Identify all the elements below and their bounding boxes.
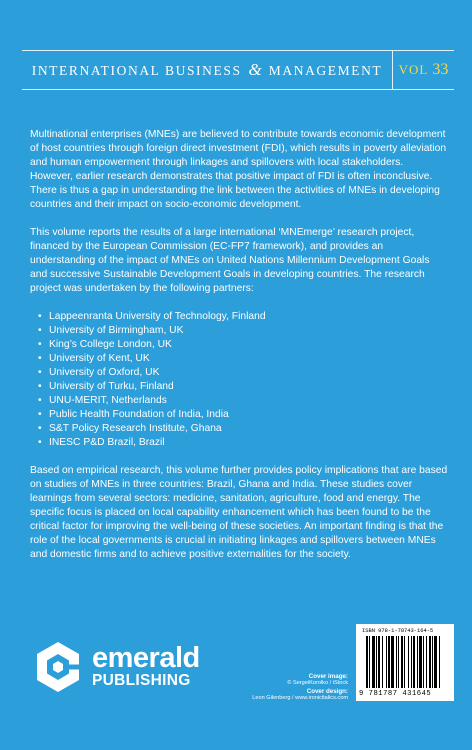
series-title-part1: INTERNATIONAL BUSINESS — [31, 63, 242, 78]
partner-name: University of Oxford, UK — [49, 367, 160, 378]
list-item — [38, 422, 448, 436]
barcode-bar — [432, 636, 433, 688]
bullet: • — [38, 325, 42, 336]
barcode-bar — [376, 636, 377, 688]
series-title-ampersand: & — [248, 60, 262, 79]
partner-name: University of Turku, Finland — [49, 381, 174, 392]
bullet: • — [38, 409, 42, 420]
barcode-bar — [426, 636, 427, 688]
series-title-part2: MANAGEMENT — [268, 63, 383, 78]
isbn-barcode — [356, 624, 454, 701]
barcode-bar — [386, 636, 387, 688]
barcode-bar — [408, 636, 409, 688]
barcode-bar — [372, 636, 375, 688]
barcode-bar — [413, 636, 415, 688]
series-title-box — [22, 50, 454, 90]
publisher-name: emerald — [92, 642, 200, 674]
cover-credits — [198, 673, 348, 702]
bullet: • — [38, 339, 42, 350]
barcode-bar — [417, 636, 418, 688]
bullet: • — [38, 353, 42, 364]
partner-name: Lappeenranta University of Technology, Finland — [49, 311, 266, 322]
barcode-bar — [388, 636, 390, 688]
publisher-wordmark — [92, 644, 200, 690]
isbn-number: ISBN 978-1-78743-164-5 — [362, 628, 434, 634]
bullet: • — [38, 437, 42, 448]
volume-label: VOL — [398, 62, 429, 77]
barcode-bar — [378, 636, 380, 688]
bullet: • — [38, 395, 42, 406]
barcode-bars — [366, 636, 446, 688]
barcode-digits: 9 781787 431645 — [359, 690, 432, 698]
blurb — [30, 128, 448, 576]
barcode-bar — [423, 636, 424, 688]
cover-footer — [0, 605, 472, 750]
barcode-bar — [369, 636, 370, 688]
barcode-bar — [382, 636, 383, 688]
cover-design-credit: Leon Gilenberg / www.ironicitalics.com — [252, 694, 348, 701]
cover-image-credit: © SergeiKorolko / iStock — [287, 680, 348, 687]
barcode-bar — [398, 636, 399, 688]
series-title — [22, 60, 392, 80]
list-item — [38, 394, 448, 408]
partner-list — [38, 310, 448, 450]
list-item — [38, 338, 448, 352]
barcode-bar — [419, 636, 422, 688]
barcode-bar — [404, 636, 405, 688]
partner-name: UNU-MERIT, Netherlands — [49, 395, 167, 406]
list-item — [38, 352, 448, 366]
intro-paragraph: Multinational enterprises (MNEs) are believed to contribute towards economic development of host countries through foreign direct investment (FDI), which results in poverty alleviation and human empowerment through linkages and spillovers with local stakeholders. However, earlier research demonstrates that positive impact of FDI is often inconclusive. There is thus a gap in understanding the link between the activities of MNEs in developing countries and their impact on socio-economic development. — [30, 129, 447, 210]
project-paragraph: This volume reports the results of a large international ‘MNEmerge’ research project, financed by the European Commission (EC-FP7 framework), and provides an understanding of the impact of MNEs on United Nations Millennium Development Goals and successive Sustainable Development Goals in developing countries. The research project was undertaken by the following partners: — [30, 227, 430, 294]
bullet: • — [38, 423, 42, 434]
publisher-logo — [30, 637, 220, 697]
volume-badge — [392, 51, 454, 89]
barcode-bar — [396, 636, 397, 688]
barcode-bar — [391, 636, 394, 688]
list-item — [38, 366, 448, 380]
partner-name: S&T Policy Research Institute, Ghana — [49, 423, 222, 434]
bullet: • — [38, 381, 42, 392]
partner-name: INESC P&D Brazil, Brazil — [49, 437, 165, 448]
list-item — [38, 324, 448, 338]
list-item — [38, 408, 448, 422]
partner-name: University of Kent, UK — [49, 353, 150, 364]
conclusion-paragraph: Based on empirical research, this volume further provides policy implications that are based on studies of MNEs in three countries: Brazil, Ghana and India. These studies cover learnings from several sectors: medicine, sanitation, agriculture, food and energy. The specific focus is placed on local capability enhancement which has been found to be the critical factor for improving the well-being of these societies. An important finding is that the role of the local governments is crucial in initiating linkages and spillovers between MNEs and domestic firms and to achieve positive externalities for the society. — [30, 465, 448, 560]
list-item — [38, 380, 448, 394]
volume-number: 33 — [432, 61, 449, 78]
barcode-bar — [366, 636, 368, 688]
series-header — [0, 0, 472, 98]
barcode-bar — [401, 636, 403, 688]
barcode-bar — [429, 636, 431, 688]
bullet: • — [38, 311, 42, 322]
cover-design-label: Cover design: — [306, 687, 348, 695]
list-item — [38, 310, 448, 324]
publisher-subtitle: PUBLISHING — [92, 672, 191, 689]
barcode-bar — [434, 636, 437, 688]
barcode-bar — [411, 636, 412, 688]
partner-name: Public Health Foundation of India, India — [49, 409, 229, 420]
emerald-logo-icon — [30, 639, 86, 695]
partner-name: King’s College London, UK — [49, 339, 172, 350]
partner-name: University of Birmingham, UK — [49, 325, 184, 336]
barcode-bar — [439, 636, 440, 688]
cover-image-label: Cover image: — [308, 673, 348, 680]
list-item — [38, 436, 448, 450]
bullet: • — [38, 367, 42, 378]
